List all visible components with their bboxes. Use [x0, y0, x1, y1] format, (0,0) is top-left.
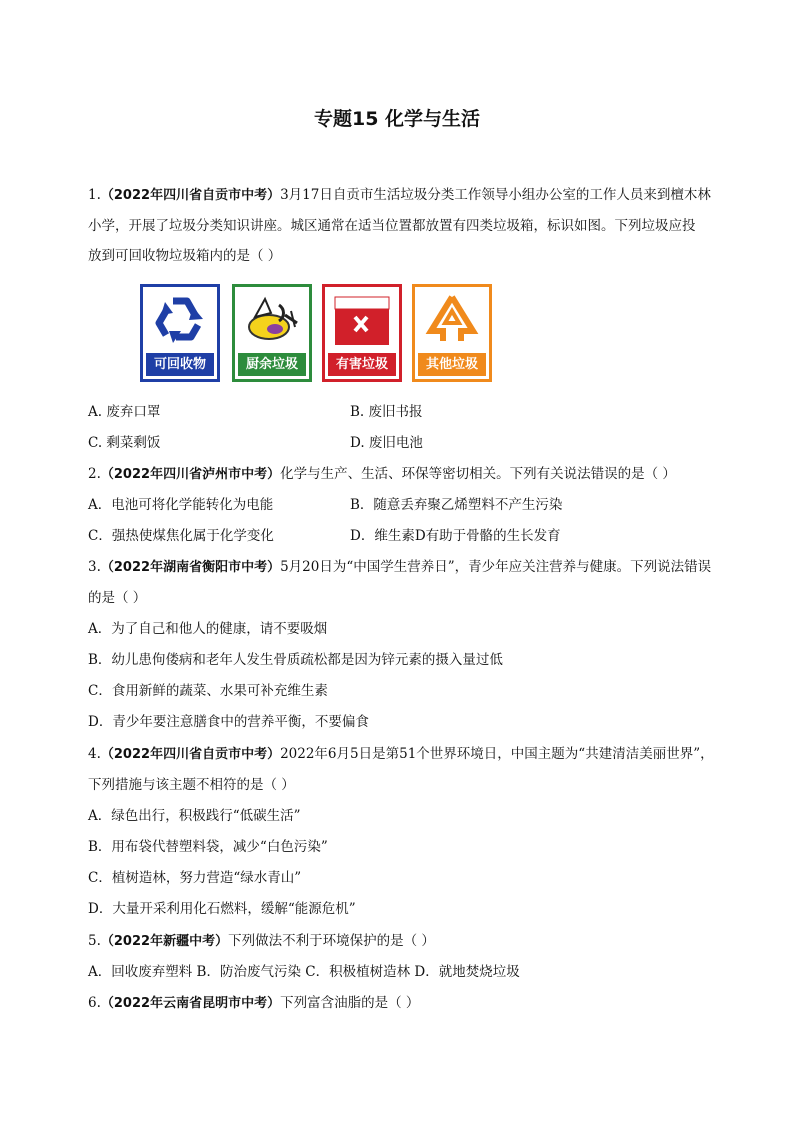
question-1-line-1 [88, 185, 711, 206]
question-source: （2022年四川省自贡市中考） [100, 747, 281, 762]
bin-label: 其他垃圾 [418, 353, 486, 376]
question-number: 1. [88, 187, 101, 203]
question-1-line-2: 小学，开展了垃圾分类知识讲座。城区通常在适当位置都放置有四类垃圾箱，标识如图。下列垃圾应投 [88, 218, 696, 234]
bin-label: 厨余垃圾 [238, 353, 306, 376]
question-source: （2022年四川省泸州市中考） [100, 467, 281, 482]
question-3-option-c: C．食用新鲜的蔬菜、水果可补充维生素 [88, 683, 328, 699]
question-1-option-a: A. 废弃口罩 [88, 404, 161, 420]
question-1-option-b: B. 废旧书报 [350, 404, 423, 420]
question-4-option-d: D．大量开采利用化石燃料，缓解“能源危机” [88, 901, 356, 917]
bin-label: 有害垃圾 [328, 353, 396, 376]
question-text: 下列做法不利于环境保护的是（ ） [228, 933, 435, 949]
question-1-line-3: 放到可回收物垃圾箱内的是（ ） [88, 248, 282, 264]
question-4-line-1 [88, 744, 714, 765]
recyclable-bin-sign [140, 284, 220, 382]
food-waste-icon [235, 287, 309, 351]
question-text: 2022年6月5日是第51个世界环境日，中国主题为“共建清洁美丽世界”， [280, 746, 714, 762]
hazardous-icon [325, 287, 399, 351]
question-text: 化学与生产、生活、环保等密切相关。下列有关说法错误的是（ ） [280, 466, 676, 482]
question-3-line-2: 的是（ ） [88, 590, 147, 606]
question-3-option-d: D．青少年要注意膳食中的营养平衡，不要偏食 [88, 714, 369, 730]
question-3-option-a: A．为了自己和他人的健康，请不要吸烟 [88, 621, 328, 637]
question-text: 5月20日为“中国学生营养日”，青少年应关注营养与健康。下列说法错误 [280, 559, 712, 575]
question-number: 4. [88, 746, 101, 762]
food-waste-bin-sign [232, 284, 312, 382]
question-source: （2022年新疆中考） [100, 934, 229, 949]
question-4-option-c: C．植树造林，努力营造“绿水青山” [88, 870, 302, 886]
question-2-option-c: C．强热使煤焦化属于化学变化 [88, 528, 274, 544]
page-title: 专题15 化学与生活 [313, 108, 481, 130]
question-3-option-b: B．幼儿患佝偻病和老年人发生骨质疏松都是因为锌元素的摄入量过低 [88, 652, 503, 668]
other-waste-bin-sign [412, 284, 492, 382]
question-source: （2022年云南省昆明市中考） [100, 996, 281, 1011]
question-2-option-d: D．维生素D有助于骨骼的生长发育 [350, 528, 561, 544]
question-3-line-1 [88, 557, 711, 578]
question-text: 下列富含油脂的是（ ） [280, 995, 420, 1011]
question-number: 3. [88, 559, 101, 575]
question-2-option-a: A．电池可将化学能转化为电能 [88, 497, 274, 513]
question-source: （2022年湖南省衡阳市中考） [100, 560, 281, 575]
hazardous-bin-sign [322, 284, 402, 382]
question-5-options: A．回收废弃塑料 B．防治废气污染 C．积极植树造林 D．就地焚烧垃圾 [88, 964, 520, 980]
waste-bin-signs [140, 284, 500, 386]
question-4-option-b: B．用布袋代替塑料袋，减少“白色污染” [88, 839, 328, 855]
question-1-option-d: D. 废旧电池 [350, 435, 423, 451]
question-5-line-1 [88, 931, 435, 952]
question-1-option-c: C. 剩菜剩饭 [88, 435, 161, 451]
question-source: （2022年四川省自贡市中考） [100, 188, 281, 203]
question-number: 6. [88, 995, 101, 1011]
question-4-option-a: A．绿色出行，积极践行“低碳生活” [88, 808, 301, 824]
recycle-icon [143, 287, 217, 351]
question-6-line-1 [88, 993, 419, 1014]
question-2-option-b: B．随意丢弃聚乙烯塑料不产生污染 [350, 497, 563, 513]
question-text: 3月17日自贡市生活垃圾分类工作领导小组办公室的工作人员来到檀木林 [280, 187, 711, 203]
question-4-line-2: 下列措施与该主题不相符的是（ ） [88, 777, 295, 793]
question-2-line-1 [88, 464, 676, 485]
question-number: 2. [88, 466, 101, 482]
question-number: 5. [88, 933, 101, 949]
bin-label: 可回收物 [146, 353, 214, 376]
other-waste-icon [415, 287, 489, 351]
